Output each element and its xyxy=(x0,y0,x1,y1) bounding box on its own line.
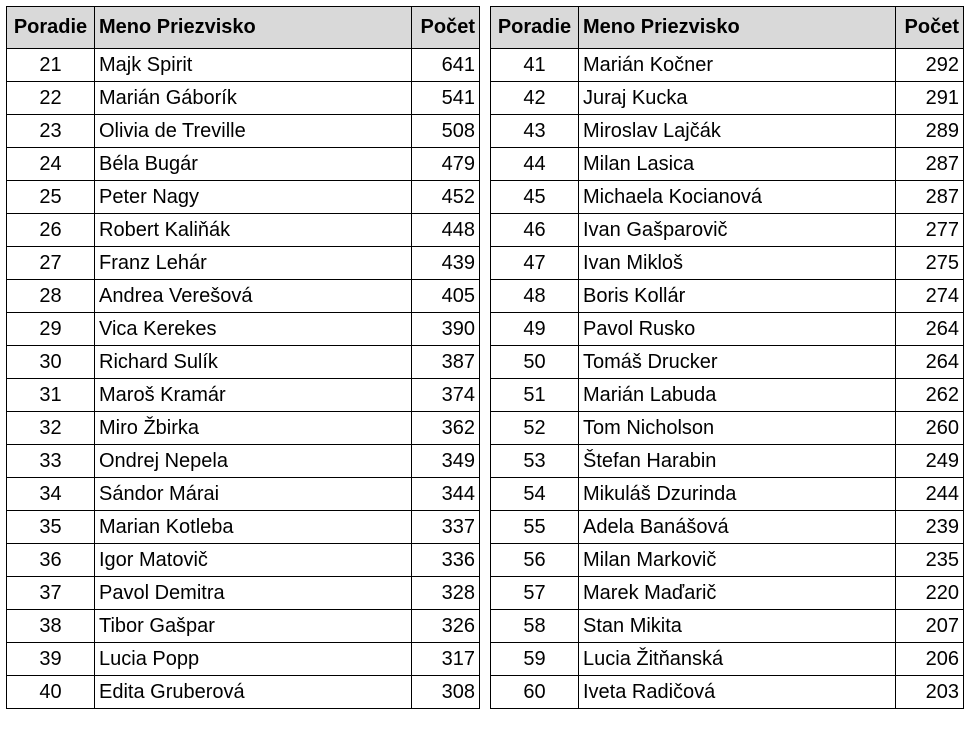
rank-cell: 42 xyxy=(491,82,579,115)
table-row xyxy=(491,610,964,643)
name-cell: Robert Kaliňák xyxy=(95,214,412,247)
table-row xyxy=(7,148,480,181)
name-cell: Pavol Demitra xyxy=(95,577,412,610)
name-cell: Sándor Márai xyxy=(95,478,412,511)
table-row xyxy=(7,313,480,346)
name-cell: Peter Nagy xyxy=(95,181,412,214)
count-cell: 207 xyxy=(896,610,964,643)
count-cell: 244 xyxy=(896,478,964,511)
rank-cell: 54 xyxy=(491,478,579,511)
rank-cell: 28 xyxy=(7,280,95,313)
rank-cell: 45 xyxy=(491,181,579,214)
header-rank: Poradie xyxy=(7,7,95,49)
header-name: Meno Priezvisko xyxy=(579,7,896,49)
count-cell: 328 xyxy=(412,577,480,610)
name-cell: Adela Banášová xyxy=(579,511,896,544)
name-cell: Ondrej Nepela xyxy=(95,445,412,478)
rank-cell: 40 xyxy=(7,676,95,709)
count-cell: 262 xyxy=(896,379,964,412)
count-cell: 206 xyxy=(896,643,964,676)
rank-cell: 57 xyxy=(491,577,579,610)
rank-cell: 29 xyxy=(7,313,95,346)
rank-cell: 24 xyxy=(7,148,95,181)
table-row xyxy=(7,511,480,544)
rank-cell: 58 xyxy=(491,610,579,643)
table-row xyxy=(491,511,964,544)
table-row xyxy=(491,214,964,247)
rank-cell: 22 xyxy=(7,82,95,115)
name-cell: Ivan Gašparovič xyxy=(579,214,896,247)
name-cell: Edita Gruberová xyxy=(95,676,412,709)
rank-cell: 21 xyxy=(7,49,95,82)
count-cell: 289 xyxy=(896,115,964,148)
rank-cell: 56 xyxy=(491,544,579,577)
count-cell: 344 xyxy=(412,478,480,511)
table-row xyxy=(491,478,964,511)
table-row xyxy=(491,247,964,280)
name-cell: Franz Lehár xyxy=(95,247,412,280)
table-row xyxy=(7,610,480,643)
name-cell: Pavol Rusko xyxy=(579,313,896,346)
table-row xyxy=(491,280,964,313)
count-cell: 374 xyxy=(412,379,480,412)
count-cell: 387 xyxy=(412,346,480,379)
rank-cell: 38 xyxy=(7,610,95,643)
table-row xyxy=(7,412,480,445)
table-row xyxy=(491,82,964,115)
name-cell: Ivan Mikloš xyxy=(579,247,896,280)
name-cell: Marek Maďarič xyxy=(579,577,896,610)
table-row xyxy=(491,181,964,214)
count-cell: 287 xyxy=(896,181,964,214)
count-cell: 249 xyxy=(896,445,964,478)
name-cell: Tomáš Drucker xyxy=(579,346,896,379)
rank-cell: 46 xyxy=(491,214,579,247)
rank-cell: 47 xyxy=(491,247,579,280)
name-cell: Lucia Žitňanská xyxy=(579,643,896,676)
table-row xyxy=(491,148,964,181)
name-cell: Marian Kotleba xyxy=(95,511,412,544)
rank-cell: 60 xyxy=(491,676,579,709)
name-cell: Igor Matovič xyxy=(95,544,412,577)
rank-cell: 59 xyxy=(491,643,579,676)
name-cell: Béla Bugár xyxy=(95,148,412,181)
name-cell: Maroš Kramár xyxy=(95,379,412,412)
ranking-table xyxy=(490,6,964,709)
rank-cell: 53 xyxy=(491,445,579,478)
rank-cell: 41 xyxy=(491,49,579,82)
name-cell: Marián Kočner xyxy=(579,49,896,82)
rank-cell: 35 xyxy=(7,511,95,544)
table-row xyxy=(7,49,480,82)
count-cell: 287 xyxy=(896,148,964,181)
name-cell: Mikuláš Dzurinda xyxy=(579,478,896,511)
rank-cell: 32 xyxy=(7,412,95,445)
table-row xyxy=(491,643,964,676)
rank-cell: 50 xyxy=(491,346,579,379)
rank-cell: 52 xyxy=(491,412,579,445)
name-cell: Vica Kerekes xyxy=(95,313,412,346)
count-cell: 448 xyxy=(412,214,480,247)
header-row xyxy=(491,7,964,49)
rank-cell: 30 xyxy=(7,346,95,379)
table-row xyxy=(7,445,480,478)
table-row xyxy=(7,577,480,610)
header-rank: Poradie xyxy=(491,7,579,49)
rank-cell: 34 xyxy=(7,478,95,511)
table-row xyxy=(7,676,480,709)
table-row xyxy=(7,82,480,115)
rank-cell: 31 xyxy=(7,379,95,412)
count-cell: 479 xyxy=(412,148,480,181)
table-row xyxy=(7,643,480,676)
name-cell: Juraj Kucka xyxy=(579,82,896,115)
name-cell: Andrea Verešová xyxy=(95,280,412,313)
table-row xyxy=(491,577,964,610)
count-cell: 308 xyxy=(412,676,480,709)
count-cell: 239 xyxy=(896,511,964,544)
table-row xyxy=(491,379,964,412)
table-row xyxy=(491,313,964,346)
rank-cell: 25 xyxy=(7,181,95,214)
name-cell: Miro Žbirka xyxy=(95,412,412,445)
count-cell: 326 xyxy=(412,610,480,643)
header-name: Meno Priezvisko xyxy=(95,7,412,49)
count-cell: 291 xyxy=(896,82,964,115)
count-cell: 439 xyxy=(412,247,480,280)
name-cell: Milan Lasica xyxy=(579,148,896,181)
count-cell: 220 xyxy=(896,577,964,610)
count-cell: 277 xyxy=(896,214,964,247)
name-cell: Boris Kollár xyxy=(579,280,896,313)
name-cell: Miroslav Lajčák xyxy=(579,115,896,148)
count-cell: 292 xyxy=(896,49,964,82)
name-cell: Marián Gáborík xyxy=(95,82,412,115)
name-cell: Majk Spirit xyxy=(95,49,412,82)
name-cell: Milan Markovič xyxy=(579,544,896,577)
name-cell: Štefan Harabin xyxy=(579,445,896,478)
table-row xyxy=(491,412,964,445)
rank-cell: 37 xyxy=(7,577,95,610)
table-row xyxy=(491,676,964,709)
rank-cell: 44 xyxy=(491,148,579,181)
rank-cell: 55 xyxy=(491,511,579,544)
table-row xyxy=(7,379,480,412)
name-cell: Tibor Gašpar xyxy=(95,610,412,643)
count-cell: 349 xyxy=(412,445,480,478)
table-row xyxy=(491,445,964,478)
table-row xyxy=(491,544,964,577)
count-cell: 264 xyxy=(896,313,964,346)
count-cell: 203 xyxy=(896,676,964,709)
table-row xyxy=(7,247,480,280)
name-cell: Marián Labuda xyxy=(579,379,896,412)
name-cell: Lucia Popp xyxy=(95,643,412,676)
header-row xyxy=(7,7,480,49)
name-cell: Stan Mikita xyxy=(579,610,896,643)
table-row xyxy=(7,280,480,313)
header-count: Počet xyxy=(412,7,480,49)
ranking-table-left xyxy=(6,6,480,709)
rank-cell: 23 xyxy=(7,115,95,148)
ranking-table xyxy=(6,6,480,709)
count-cell: 337 xyxy=(412,511,480,544)
count-cell: 275 xyxy=(896,247,964,280)
table-row xyxy=(491,115,964,148)
table-row xyxy=(7,181,480,214)
header-count: Počet xyxy=(896,7,964,49)
count-cell: 541 xyxy=(412,82,480,115)
count-cell: 452 xyxy=(412,181,480,214)
count-cell: 362 xyxy=(412,412,480,445)
rank-cell: 39 xyxy=(7,643,95,676)
rank-cell: 27 xyxy=(7,247,95,280)
table-row xyxy=(491,346,964,379)
name-cell: Tom Nicholson xyxy=(579,412,896,445)
table-row xyxy=(7,478,480,511)
rank-cell: 49 xyxy=(491,313,579,346)
count-cell: 264 xyxy=(896,346,964,379)
table-row xyxy=(7,346,480,379)
table-row xyxy=(7,115,480,148)
count-cell: 274 xyxy=(896,280,964,313)
rank-cell: 26 xyxy=(7,214,95,247)
count-cell: 508 xyxy=(412,115,480,148)
rank-cell: 33 xyxy=(7,445,95,478)
rank-cell: 36 xyxy=(7,544,95,577)
count-cell: 235 xyxy=(896,544,964,577)
count-cell: 405 xyxy=(412,280,480,313)
table-row xyxy=(491,49,964,82)
ranking-table-right xyxy=(490,6,964,709)
name-cell: Olivia de Treville xyxy=(95,115,412,148)
rank-cell: 51 xyxy=(491,379,579,412)
name-cell: Michaela Kocianová xyxy=(579,181,896,214)
name-cell: Richard Sulík xyxy=(95,346,412,379)
count-cell: 641 xyxy=(412,49,480,82)
name-cell: Iveta Radičová xyxy=(579,676,896,709)
table-row xyxy=(7,544,480,577)
rank-cell: 48 xyxy=(491,280,579,313)
table-row xyxy=(7,214,480,247)
count-cell: 260 xyxy=(896,412,964,445)
count-cell: 336 xyxy=(412,544,480,577)
rank-cell: 43 xyxy=(491,115,579,148)
count-cell: 390 xyxy=(412,313,480,346)
count-cell: 317 xyxy=(412,643,480,676)
